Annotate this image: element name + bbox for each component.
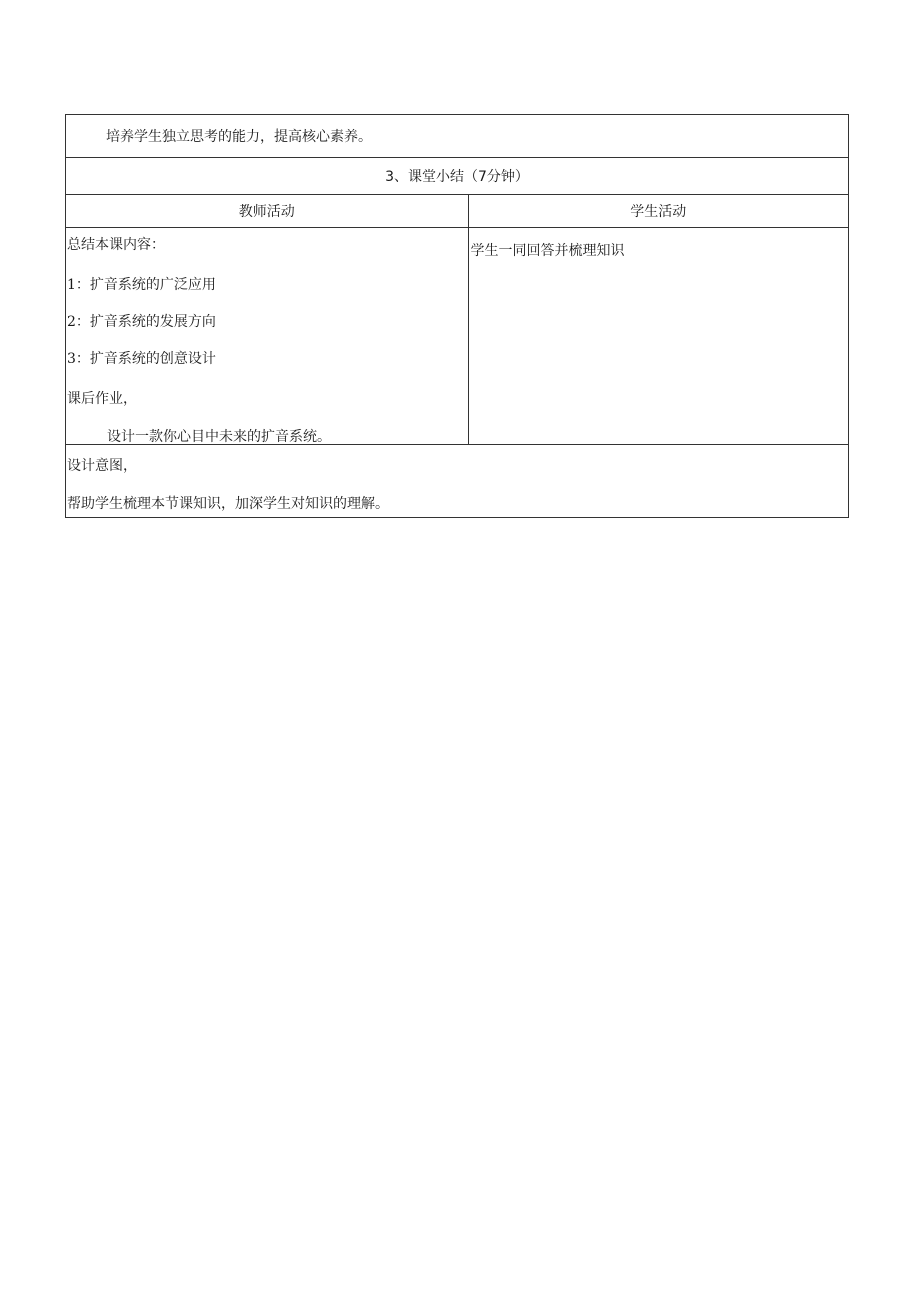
student-activity-header <box>468 195 849 228</box>
section-title-cell <box>66 158 849 195</box>
summary-item-3: 3：扩音系统的创意设计 <box>67 351 216 367</box>
activity-row <box>66 228 849 445</box>
lesson-plan-table <box>65 114 849 518</box>
design-intent-cell <box>66 445 849 518</box>
intro-text: 培养学生独立思考的能力，提高核心素养。 <box>106 129 372 145</box>
section-row <box>66 158 849 195</box>
summary-item-1: 1：扩音系统的广泛应用 <box>67 277 216 293</box>
summary-item-2: 2：扩音系统的发展方向 <box>67 314 216 330</box>
teacher-activity-header <box>66 195 469 228</box>
homework-text: 设计一款你心目中未来的扩音系统。 <box>107 429 331 445</box>
design-intent-row <box>66 445 849 518</box>
teacher-header-label: 教师活动 <box>238 204 295 220</box>
summary-title: 总结本课内容： <box>67 237 165 253</box>
student-activity-text: 学生一同回答并梳理知识 <box>470 243 625 259</box>
intro-row <box>66 115 849 158</box>
intro-cell <box>66 115 849 158</box>
design-intent-text: 帮助学生梳理本节课知识，加深学生对知识的理解。 <box>67 496 389 512</box>
student-header-label: 学生活动 <box>630 204 687 220</box>
student-activity-cell <box>468 228 849 445</box>
column-header-row <box>66 195 849 228</box>
design-intent-title: 设计意图， <box>67 458 137 474</box>
section-title: 3、课堂小结（7分钟） <box>385 169 529 185</box>
homework-title: 课后作业， <box>67 391 137 407</box>
teacher-activity-cell <box>66 228 469 445</box>
